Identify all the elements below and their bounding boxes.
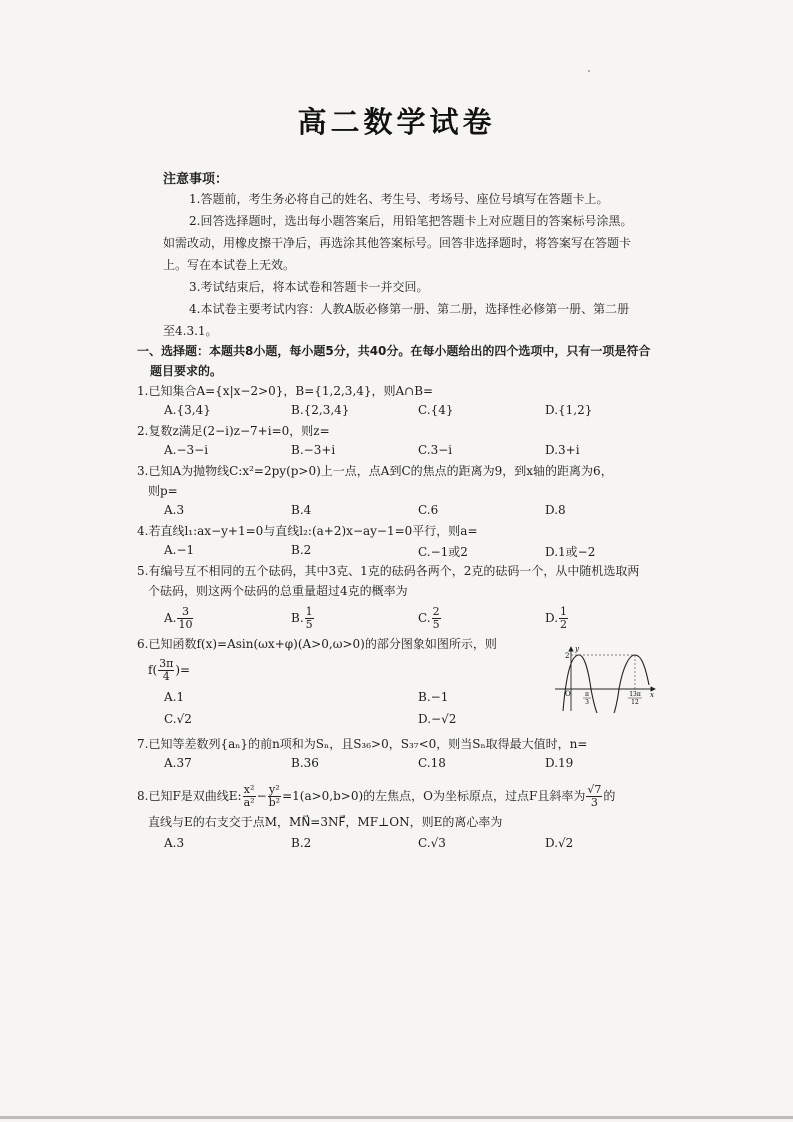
scan-speck (588, 70, 590, 72)
option-d: D. $\frac{1}{2}$ (545, 605, 568, 631)
option-c: C.√3 (418, 836, 446, 850)
option-b: B.2 (291, 836, 312, 850)
section-heading: 一、选择题：本题共8小题，每小题5分，共40分。在每小题给出的四个选项中，只有一项是符合 题目要求的。 (137, 344, 651, 378)
page-title: 高二数学试卷 (297, 105, 496, 139)
notice-item: 2.回答选择题时，选出每小题答案后，用铅笔把答题卡上对应题目的答案标号涂黑。如需改动，用橡皮擦干净后，再选涂其他答案标号。回答非选择题时，将答案写在答题卡上。写在本试卷上无效。 (163, 214, 633, 272)
option-d: D.√2 (545, 836, 574, 850)
question-8-stem: 8.已知F是双曲线E: $\frac{\text{x²}}{\text{a²}}$ − $\frac{\text{y²}}{\text{b²}}$ =1(a>0,b>0)的左焦点，O为坐标原点，过点F且斜率为 $\frac{√7}{3}$ 的 (137, 783, 616, 809)
option-d: D.1或−2 (545, 545, 596, 559)
option-a: A.1 (164, 690, 185, 704)
notice-item: 1.答题前，考生务必将自己的姓名、考生号、考场号、座位号填写在答题卡上。 (189, 192, 609, 206)
question-4-stem: 4.若直线l₁:ax−y+1=0与直线l₂:(a+2)x−ay−1=0平行，则a= (137, 524, 478, 538)
option-b: B.−1 (418, 690, 449, 704)
option-b: B.−3+i (291, 443, 336, 457)
option-c: C.{4} (418, 403, 454, 417)
question-3-stem: 3.已知A为抛物线C:x²=2py(p>0)上一点，点A到C的焦点的距离为9，到x轴的距离为6， 则p= (137, 464, 613, 498)
tick2-den: 12 (631, 699, 639, 706)
option-a: A.−1 (164, 543, 195, 557)
option-c: C.√2 (164, 712, 192, 726)
option-c: C.−1或2 (418, 545, 468, 559)
origin-label: O (565, 690, 571, 698)
option-b: B. $\frac{1}{5}$ (291, 605, 313, 631)
x-axis-label: x (650, 691, 654, 699)
notice-heading: 注意事项： (163, 172, 229, 187)
question-5-stem: 5.有编号互不相同的五个砝码，其中3克、1克的砝码各两个，2克的砝码一个，从中随机选取两 个砝码，则这两个砝码的总重量超过4克的概率为 (137, 564, 640, 598)
option-d: D.3+i (545, 443, 580, 457)
option-a: A.3 (164, 836, 185, 850)
question-8-stem-cont: 直线与E的右支交于点M，MN⃗=3NF⃗，MF⊥ON，则E的离心率为 (148, 815, 503, 829)
question-1-stem: 1.已知集合A={x|x−2>0}，B={1,2,3,4}，则A∩B= (137, 384, 434, 398)
option-d: D.8 (545, 503, 566, 517)
option-a: A.−3−i (164, 443, 209, 457)
amplitude-label: 2 (565, 652, 570, 660)
option-b: B.2 (291, 543, 312, 557)
y-axis-label: y (575, 645, 579, 653)
notice-item: 3.考试结束后，将本试卷和答题卡一并交回。 (189, 280, 429, 294)
question-6-stem: 6.已知函数f(x)=Asin(ωx+φ)(A>0,ω>0)的部分图象如图所示，则 (137, 637, 497, 651)
sine-graph (553, 645, 657, 713)
tick2-num: 13π (629, 691, 641, 698)
question-6-stem-cont: f( $\frac{3\pi}{4}$ )= (148, 657, 191, 683)
option-a: A. $\frac{3}{10}$ (164, 605, 193, 631)
option-c: C.6 (418, 503, 439, 517)
bottom-edge (0, 1116, 793, 1119)
notice-block (163, 188, 633, 342)
option-b: B.4 (291, 503, 312, 517)
option-d: D.{1,2} (545, 403, 593, 417)
option-d: D.19 (545, 756, 574, 770)
question-7-stem: 7.已知等差数列{aₙ}的前n项和为Sₙ，且S₃₆>0，S₃₇<0，则当Sₙ取得最大值时，n= (137, 737, 588, 751)
option-d: D.−√2 (418, 712, 457, 726)
tick1-den: 3 (585, 699, 589, 706)
option-c: C. $\frac{2}{5}$ (418, 605, 440, 631)
option-a: A.3 (164, 503, 185, 517)
option-b: B.{2,3,4} (291, 403, 350, 417)
tick1-num: π (585, 691, 589, 698)
option-c: C.18 (418, 756, 446, 770)
question-2-stem: 2.复数z满足(2−i)z−7+i=0，则z= (137, 424, 330, 438)
option-a: A.37 (164, 756, 192, 770)
option-b: B.36 (291, 756, 319, 770)
option-c: C.3−i (418, 443, 453, 457)
option-a: A.{3,4} (164, 403, 211, 417)
notice-item: 4.本试卷主要考试内容：人教A版必修第一册、第二册，选择性必修第一册、第二册至4.3.1。 (163, 302, 630, 338)
